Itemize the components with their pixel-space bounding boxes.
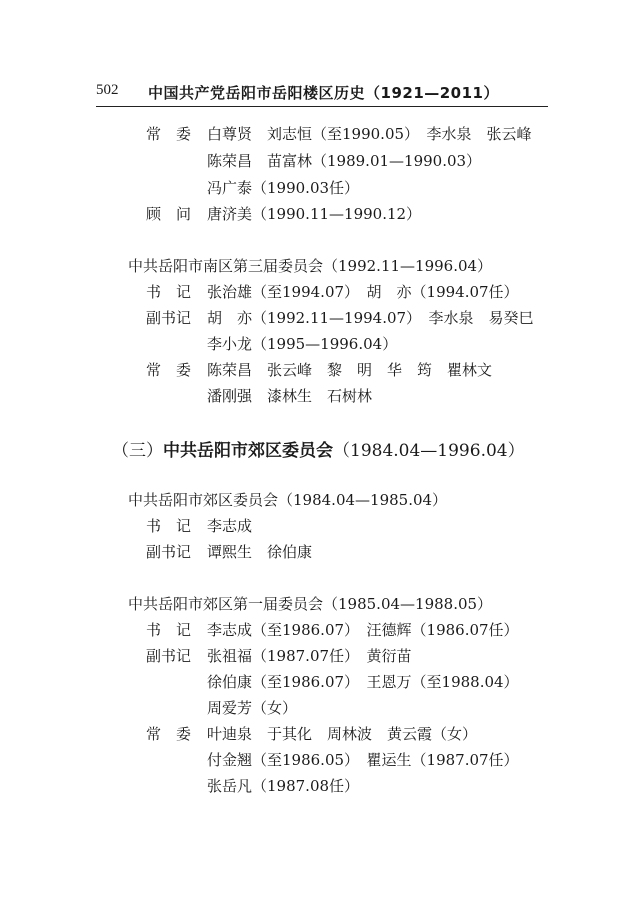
role-label: 书 记: [146, 621, 192, 639]
running-title: 中国共产党岳阳市岳阳楼区历史（1921—2011）: [148, 84, 499, 102]
role-label: 顾 问: [146, 205, 192, 223]
section-prefix: （三）: [112, 441, 163, 461]
section-title: 中共岳阳市郊区委员会: [163, 441, 333, 461]
member-names: 张岳凡（1987.08任）: [207, 777, 360, 795]
member-names: 陈荣昌 张云峰 黎 明 华 筠 瞿林文: [207, 361, 493, 379]
page-number: 502: [96, 82, 119, 98]
member-names: 白尊贤 刘志恒（至1990.05） 李水泉 张云峰: [207, 125, 532, 143]
role-label: 副书记: [146, 543, 192, 561]
header-rule: [96, 106, 548, 107]
member-names: 李小龙（1995—1996.04）: [207, 335, 398, 353]
member-names: 周爱芳（女）: [207, 699, 298, 717]
member-names: 张祖福（1987.07任） 黄衍苗: [207, 647, 412, 665]
page-header: [96, 82, 546, 108]
member-names: 潘刚强 漆林生 石树林: [207, 387, 373, 405]
role-label: 副书记: [146, 647, 192, 665]
role-label: 副书记: [146, 309, 192, 327]
member-names: 叶迪泉 于其化 周林波 黄云霞（女）: [207, 725, 478, 743]
member-names: 张治雄（至1994.07） 胡 亦（1994.07任）: [207, 283, 519, 301]
member-names: 唐济美（1990.11—1990.12）: [207, 205, 422, 223]
member-names: 付金翘（至1986.05） 瞿运生（1987.07任）: [207, 751, 519, 769]
member-names: 胡 亦（1992.11—1994.07） 李水泉 易癸巳: [207, 309, 534, 327]
role-label: 常 委: [146, 725, 192, 743]
member-names: 谭熙生 徐伯康: [207, 543, 313, 561]
committee-heading: 中共岳阳市南区第三届委员会（1992.11—1996.04）: [128, 257, 493, 275]
role-label: 书 记: [146, 283, 192, 301]
role-label: 常 委: [146, 361, 192, 379]
section-dates: （1984.04—1996.04）: [333, 441, 525, 461]
member-names: 李志成（至1986.07） 汪德辉（1986.07任）: [207, 621, 519, 639]
member-names: 冯广泰（1990.03任）: [207, 179, 360, 197]
role-label: 常 委: [146, 125, 192, 143]
committee-heading: 中共岳阳市郊区第一届委员会（1985.04—1988.05）: [128, 595, 493, 613]
committee-heading: 中共岳阳市郊区委员会（1984.04—1985.04）: [128, 491, 448, 509]
member-names: 陈荣昌 苗富林（1989.01—1990.03）: [207, 152, 482, 170]
role-label: 书 记: [146, 517, 192, 535]
section-heading: [112, 436, 525, 461]
member-names: 李志成: [207, 517, 253, 535]
member-names: 徐伯康（至1986.07） 王恩万（至1988.04）: [207, 673, 519, 691]
